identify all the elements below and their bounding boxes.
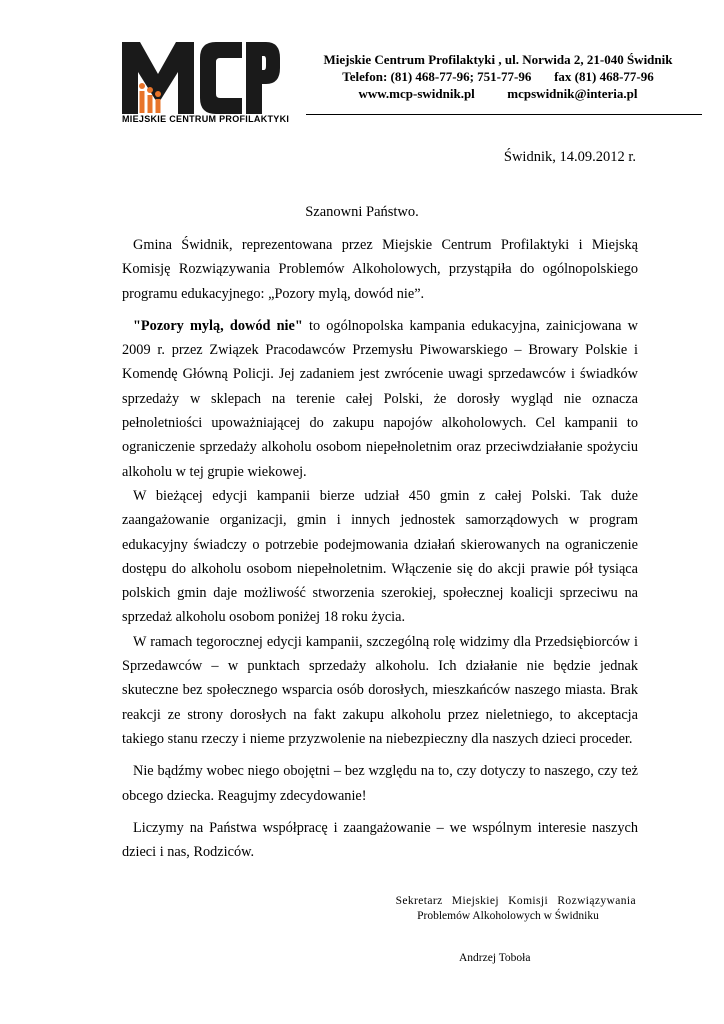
signer-name: Andrzej Toboła bbox=[459, 952, 531, 964]
logo-subtitle: MIEJSKIE CENTRUM PROFILAKTYKI bbox=[122, 114, 290, 124]
paragraph-2-text: to ogólnopolska kampania edukacyjna, zainicjowana w 2009 r. przez Związek Pracodawców Przemysłu Piwowarskiego – Browary Polskie i Komendę Główną Policji. Jej zadaniem jest zwrócenie uwagi sprzedawców i świadków sprzedaży w sklepach na terenie całej Polski, że dorosły wygląd nie oznacza pełnoletniości upoważniającej do zakupu napojów alkoholowych. Cel kampanii to ograniczenie sprzedaży alkoholu osobom niepełnoletnim oraz przeciwdziałanie spożyciu alkoholu w tej grupie wiekowej. bbox=[122, 317, 638, 480]
letter-date: Świdnik, 14.09.2012 r. bbox=[503, 149, 636, 165]
signature-title-line1: Sekretarz Miejskiej Komisji Rozwiązywania bbox=[395, 895, 636, 907]
letterhead-contact bbox=[300, 51, 696, 102]
letter-body bbox=[122, 233, 638, 864]
mcp-logo bbox=[120, 38, 290, 126]
salutation: Szanowni Państwo. bbox=[305, 204, 419, 220]
phone-text: Telefon: (81) 468-77-96; 751-77-96 bbox=[342, 69, 532, 84]
email-link[interactable]: mcpswidnik@interia.pl bbox=[507, 86, 638, 101]
paragraph-2 bbox=[122, 314, 638, 484]
paragraph-5: Nie bądźmy wobec niego obojętni – bez względu na to, czy dotyczy to naszego, czy też obcego dziecka. Reagujmy zdecydowanie! bbox=[122, 763, 638, 804]
paragraph-3: W bieżącej edycji kampanii bierze udział 450 gmin z całej Polski. Tak duże zaangażowanie organizacji, gmin i innych jednostek samorządowych w program edukacyjny świadczy o potrzebie podejmowania działań skierowanych na ograniczenie dostępu do alkoholu osobom niepełnoletnim. Włączenie się do akcji prawie pół tysiąca polskich gmin daje możliwość stworzenia szerokiej, społecznej koalicji sprzeciwu na sprzedaż alkoholu osobom poniżej 18 roku życia. bbox=[122, 487, 638, 626]
letterhead-web bbox=[300, 85, 696, 102]
paragraph-4: W ramach tegorocznej edycji kampanii, szczególną rolę widzimy dla Przedsiębiorców i Sprzedawców – w punktach sprzedaży alkoholu. Ich działanie nie będzie jednak skuteczne bez społecznego wsparcia osób dorosłych, mieszkańców naszego miasta. Brak reakcji ze strony dorosłych na fakt zakupu alkoholu przez nieletniego, to akceptacja takiego stanu rzeczy i nieme przyzwolenie na niebezpieczny dla naszych dzieci proceder. bbox=[122, 633, 638, 747]
letterhead-address: Miejskie Centrum Profilaktyki , ul. Norwida 2, 21-040 Świdnik bbox=[323, 52, 673, 67]
website-link[interactable]: www.mcp-swidnik.pl bbox=[358, 86, 475, 101]
signature-title bbox=[380, 894, 636, 924]
letterhead-phones bbox=[300, 68, 696, 85]
mcp-logo-graphic bbox=[120, 38, 282, 116]
fax-text: fax (81) 468-77-96 bbox=[554, 69, 654, 84]
campaign-name: "Pozory mylą, dowód nie" bbox=[133, 317, 303, 334]
paragraph-1: Gmina Świdnik, reprezentowana przez Miejskie Centrum Profilaktyki i Miejską Komisję Rozwiązywania Problemów Alkoholowych, przystąpiła do ogólnopolskiego programu edukacyjnego: „Pozory mylą, dowód nie”. bbox=[122, 237, 638, 302]
paragraph-6: Liczymy na Państwa współpracę i zaangażowanie – we wspólnym interesie naszych dzieci i nas, Rodziców. bbox=[122, 819, 638, 861]
signature-title-line2: Problemów Alkoholowych w Świdniku bbox=[417, 910, 599, 922]
header-divider bbox=[306, 114, 702, 115]
